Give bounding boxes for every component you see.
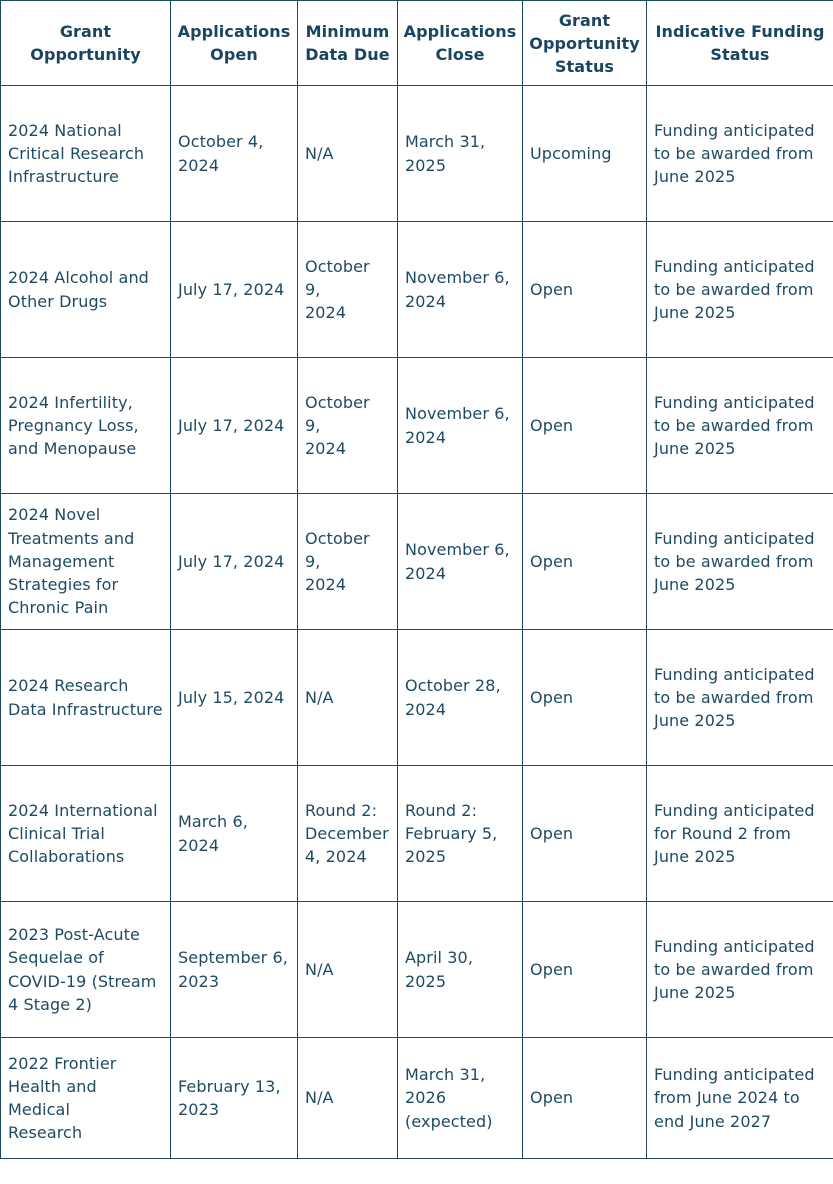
cell-opportunity: 2024 Alcohol and Other Drugs [1,222,171,358]
table-row [1,902,833,1038]
cell-applications-open: February 13, 2023 [171,1038,298,1159]
cell-applications-open: March 6, 2024 [171,766,298,902]
cell-applications-close: November 6, 2024 [398,494,523,630]
cell-funding-status: Funding anticipated to be awarded from June 2025 [647,358,833,494]
cell-applications-open: September 6, 2023 [171,902,298,1038]
cell-status: Open [523,358,647,494]
table-row [1,222,833,358]
header-applications-open: Applications Open [171,1,298,86]
cell-applications-close: October 28, 2024 [398,630,523,766]
cell-status: Open [523,766,647,902]
cell-minimum-data-due: N/A [298,86,398,222]
header-grant-opportunity-status: Grant Opportunity Status [523,1,647,86]
cell-applications-open: July 17, 2024 [171,358,298,494]
table-row [1,86,833,222]
cell-opportunity: 2022 Frontier Health and Medical Research [1,1038,171,1159]
header-grant-opportunity: Grant Opportunity [1,1,171,86]
cell-applications-close: November 6, 2024 [398,222,523,358]
cell-funding-status: Funding anticipated for Round 2 from June 2025 [647,766,833,902]
cell-minimum-data-due: October 9, 2024 [298,222,398,358]
cell-applications-close: November 6, 2024 [398,358,523,494]
cell-opportunity: 2024 Novel Treatments and Management Strategies for Chronic Pain [1,494,171,630]
header-applications-close: Applications Close [398,1,523,86]
cell-opportunity: 2024 National Critical Research Infrastructure [1,86,171,222]
cell-applications-close: March 31, 2025 [398,86,523,222]
header-indicative-funding-status: Indicative Funding Status [647,1,833,86]
cell-opportunity: 2024 International Clinical Trial Collaborations [1,766,171,902]
cell-funding-status: Funding anticipated to be awarded from June 2025 [647,222,833,358]
cell-applications-open: July 17, 2024 [171,494,298,630]
header-row [1,1,833,86]
table-row [1,766,833,902]
table-body [1,86,833,1159]
cell-opportunity: 2024 Research Data Infrastructure [1,630,171,766]
cell-applications-close: April 30, 2025 [398,902,523,1038]
cell-opportunity: 2023 Post-Acute Sequelae of COVID-19 (Stream 4 Stage 2) [1,902,171,1038]
cell-status: Upcoming [523,86,647,222]
cell-funding-status: Funding anticipated to be awarded from June 2025 [647,630,833,766]
cell-applications-open: October 4, 2024 [171,86,298,222]
table-header [1,1,833,86]
cell-funding-status: Funding anticipated from June 2024 to end June 2027 [647,1038,833,1159]
cell-opportunity: 2024 Infertility, Pregnancy Loss, and Menopause [1,358,171,494]
table-row [1,1038,833,1159]
table-row [1,494,833,630]
cell-status: Open [523,902,647,1038]
cell-funding-status: Funding anticipated to be awarded from June 2025 [647,902,833,1038]
cell-status: Open [523,1038,647,1159]
cell-status: Open [523,222,647,358]
cell-applications-close: Round 2: February 5, 2025 [398,766,523,902]
cell-status: Open [523,494,647,630]
cell-applications-open: July 15, 2024 [171,630,298,766]
cell-minimum-data-due: Round 2: December 4, 2024 [298,766,398,902]
cell-applications-open: July 17, 2024 [171,222,298,358]
cell-minimum-data-due: October 9, 2024 [298,358,398,494]
cell-minimum-data-due: October 9, 2024 [298,494,398,630]
table-row [1,630,833,766]
header-minimum-data-due: Minimum Data Due [298,1,398,86]
cell-status: Open [523,630,647,766]
cell-applications-close: March 31, 2026 (expected) [398,1038,523,1159]
table-row [1,358,833,494]
cell-funding-status: Funding anticipated to be awarded from June 2025 [647,86,833,222]
cell-minimum-data-due: N/A [298,1038,398,1159]
cell-minimum-data-due: N/A [298,630,398,766]
cell-funding-status: Funding anticipated to be awarded from June 2025 [647,494,833,630]
cell-minimum-data-due: N/A [298,902,398,1038]
